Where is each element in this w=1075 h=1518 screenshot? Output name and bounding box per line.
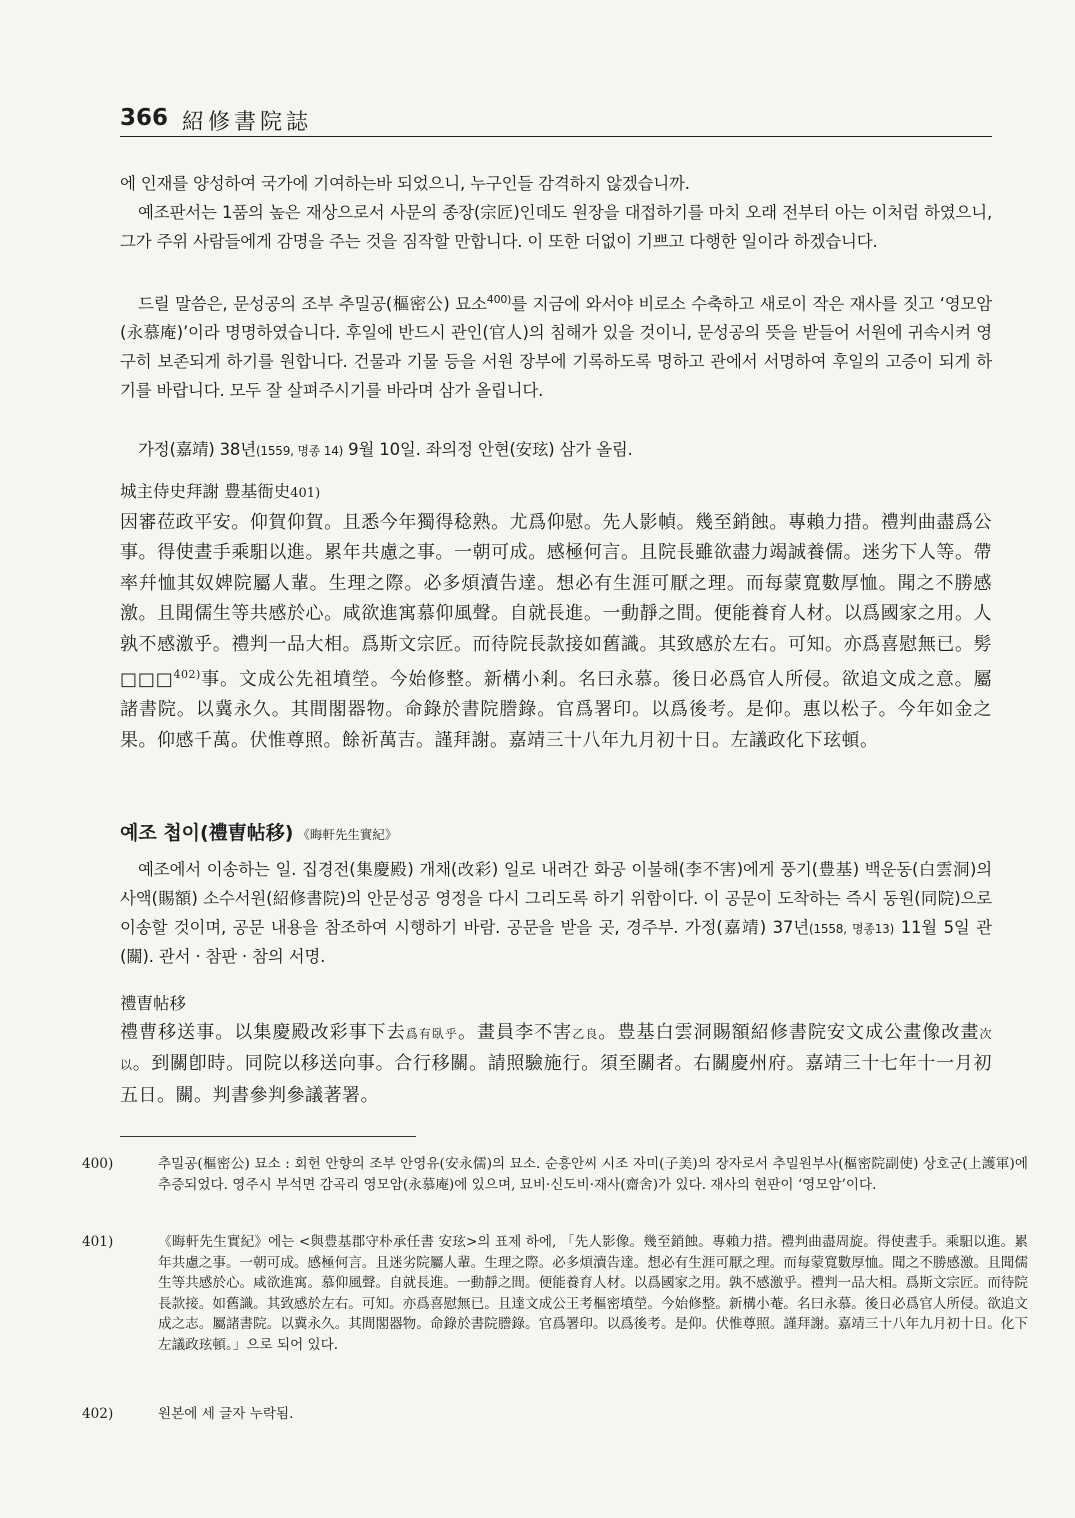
translation-paragraph-2: 예조판서는 1품의 높은 재상으로서 사문의 종장(宗匠)인데도 원장을 대접하기를 마치 오래 전부터 아는 이처럼 하였으니, 그가 주위 사람들에게 감명을 주는 것을 짐작할 만합니다. 이 또한 더없이 기쁘고 다행한 일이라 하겠습니다. [120,203,992,251]
paragraph-4-small-note: (1558, 명종13) [808,921,895,936]
footnote-number: 402) [82,1406,114,1422]
footnote-ref-400: 400) [486,293,512,306]
section-source: 《晦軒先生實紀》 [297,827,398,842]
classical-letter-a: 因審莅政平安。仰賀仰賀。且悉今年獨得稔熟。尤爲仰慰。先人影幀。幾至銷蝕。專賴力措。禮判曲盡爲公事。得使晝手乘馹以進。累年共慮之事。一朝可成。感極何言。且院長雖欲盡力竭誠養儒。迷劣下人等。帶率幷恤其奴婢院屬人輩。生理之際。必多煩瀆告達。想必有生涯可厭之理。而每蒙寬數厚恤。聞之不勝感激。且聞儒生等共感於心。咸欲進寓慕仰風聲。自就長進。一動靜之間。便能養育人材。以爲國家之用。人孰不感激乎。禮判一品大相。爲斯文宗匠。而待院長款接如舊識。其致感於左右。可知。亦爲喜慰無已。髣□□□ [120,512,992,691]
letter-title-text: 城主侍史拜謝 豊基衙史 [120,482,291,501]
classical-doc-part-3: 。豊基白雲洞賜額紹修書院安文成公畫像改畫 [598,1022,980,1043]
classical-doc-small-2: 乙良 [572,1027,599,1041]
footnote-rule [120,1136,416,1137]
classical-doc-small-3: 次以 [120,1027,992,1073]
page-header [120,103,992,137]
header-rule [120,136,992,137]
translation-paragraph-3 [120,286,992,406]
footnote-402 [82,1404,1028,1425]
book-title: 紹修書院誌 [182,110,313,135]
paragraph-4-b: 11월 5일 관(關). 관서 · 참판 · 참의 서명. [120,917,992,967]
page-number: 366 [120,105,169,131]
footnote-401 [82,1232,1028,1356]
footnote-number: 400) [82,1156,114,1172]
classical-doc-part-1: 禮曹移送事。以集慶殿改彩事下去 [120,1022,406,1043]
footnote-ref-401: 401) [290,486,321,501]
footnote-text: 원본에 세 글자 누락됨. [158,1406,294,1422]
translation-paragraph-1: 에 인재를 양성하여 국가에 기여하는바 되었으니, 누구인들 감격하지 않겠습니까. [120,174,690,193]
classical-letter-text [120,508,992,756]
date-small-note: (1559, 명종 14) [255,444,344,458]
translation-paragraph-4 [120,856,992,972]
footnote-text: 추밀공(樞密公) 묘소 : 회헌 안향의 조부 안영유(安永儒)의 묘소. 순흥안씨 시조 자미(子美)의 장자로서 추밀원부사(樞密院副使) 상호군(上護軍)에 추증되었다. 영주시 부석면 감곡리 영모암(永慕庵)에 있으며, 묘비·신도비·재사(齋舍)가 있다. 재사의 현판이 ‘영모암’이다. [158,1156,1028,1193]
classical-letter-b: 事。文成公先祖墳塋。今始修整。新構小剎。名曰永慕。後日必爲官人所侵。欲追文成之意。屬諸書院。以冀永久。其間閣器物。命錄於書院謄錄。官爲署印。以爲後考。是仰。惠以松子。今年如金之果。仰感千萬。伏惟尊照。餘祈萬吉。謹拜謝。嘉靖三十八年九月初十日。左議政化下玹頓。 [120,669,992,751]
footnote-number: 401) [82,1234,114,1250]
date-part-b: 9월 10일. 좌의정 안현(安玹) 삼가 올림. [343,440,633,459]
original-text-title: 禮曺帖移 [120,994,186,1013]
section-title [120,818,397,845]
paragraph-4-a: 예조에서 이송하는 일. 집경전(集慶殿) 개채(改彩) 일로 내려간 화공 이불해(李不害)에게 풍기(豊基) 백운동(白雲洞)의 사액(賜額) 소수서원(紹修書院)의 안문성공 영정을 다시 그리도록 하기 위함이다. 이 공문이 도착하는 즉시 동원(同院)으로 이송할 것이며, 공문 내용을 참조하여 시행하기 바람. 공문을 받을 곳, 경주부. 가정(嘉靖) 37년 [120,860,992,937]
letter-title [120,478,320,502]
footnote-ref-402: 402) [173,668,201,682]
paragraph-3-start: 드릴 말씀은, 문성공의 조부 추밀공(樞密公) 묘소 [138,294,487,314]
classical-doc-part-4: 。到關卽時。同院以移送向事。合行移關。請照驗施行。須至關者。右關慶州府。嘉靖三十七年十一月初五日。關。判書參判參議著署。 [120,1053,992,1106]
date-part-a: 가정(嘉靖) 38년 [138,440,256,459]
classical-document-text [120,1018,992,1111]
section-title-text: 예조 첩이(禮曺帖移) [120,822,294,844]
paragraph-3-end: 를 지금에 와서야 비로소 수축하고 새로이 작은 재사를 짓고 ‘영모암(永慕庵)’이라 명명하였습니다. 후일에 반드시 관인(官人)의 침해가 있을 것이니, 문성공의 뜻을 받들어 서원에 귀속시켜 영구히 보존되게 하기를 원합니다. 건물과 기물 등을 서원 장부에 기록하도록 명하고 관에서 서명하여 후일의 고증이 되게 하기를 바랍니다. 모두 잘 살펴주시기를 바라며 삼가 올립니다. [120,294,992,400]
classical-doc-small-1: 爲有臥乎 [405,1027,458,1041]
translation-date-line [120,436,992,466]
classical-doc-part-2: 。畫員李不害 [458,1022,573,1043]
footnote-400 [82,1154,1028,1195]
footnote-text: 《晦軒先生實紀》에는 <與豊基郡守朴承任書 安玹>의 표제 하에, 「先人影像。幾至銷蝕。專賴力措。禮判曲盡周旋。得使晝手。乘馹以進。累年共慮之事。一朝可成。感極何言。且迷劣院屬人輩。生理之際。必多煩瀆告達。想必有生涯可厭之理。而每蒙寬數厚恤。聞之不勝感激。且聞儒生等共感於心。咸欲進寓。慕仰風聲。自就長進。一動靜之間。便能養育人材。以爲國家之用。孰不感激乎。禮判一品大相。爲斯文宗匠。而待院長款接。如舊識。其致感於左右。可知。亦爲喜慰無已。且達文成公王考樞密墳塋。今始修整。新構小菴。名曰永慕。後日必爲官人所侵。欲追文成之志。屬諸書院。以冀永久。其間閣器物。命錄於書院謄錄。官爲署印。以爲後考。是仰。伏惟尊照。謹拜謝。嘉靖三十八年九月初十日。化下左議政玹頓。」으로 되어 있다. [158,1234,1028,1353]
